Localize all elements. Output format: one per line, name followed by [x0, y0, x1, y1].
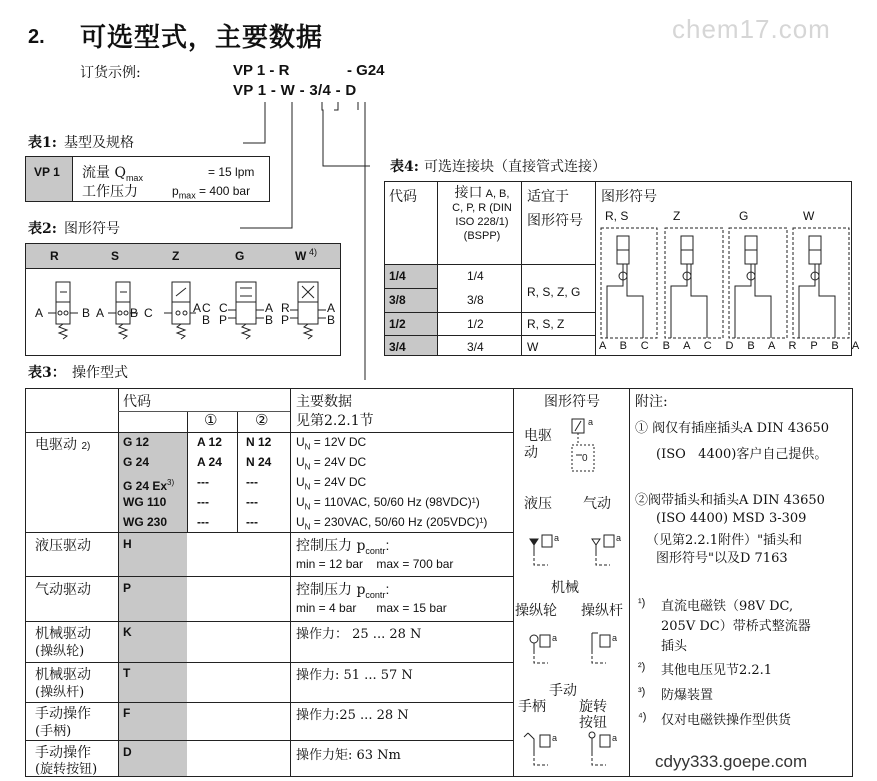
footnote1-l2: 205V DC）带桥式整流器	[661, 619, 811, 634]
table4-row3-port: 1/2	[467, 317, 484, 331]
sym-electric-l1: 电驱	[524, 428, 552, 444]
electric-row1-code: G 12	[123, 435, 150, 449]
electric-actuator-icon	[566, 415, 606, 485]
note2-l1: ②阀带插头和插头A DIN 43650	[635, 493, 825, 508]
valve-s-port-c: C	[144, 306, 153, 320]
footnote1-l1: 直流电磁铁（98V DC,	[661, 599, 794, 614]
order-example-label: 订货示例:	[80, 65, 141, 81]
mech-wheel-label-l1: 机械驱动	[35, 626, 91, 642]
manual-knob-data: 操作力矩: 63 Nm	[296, 748, 401, 763]
hydraulic-data-l2: min = 12 bar max = 700 bar	[296, 557, 454, 571]
electric-row1-c1: A 12	[197, 435, 222, 449]
table2-col-g: G	[235, 249, 245, 263]
sym-wheel: 操纵轮	[515, 603, 557, 619]
table1-flow-label: 流量 Q	[82, 165, 126, 181]
valve-s-port-b: B	[130, 306, 139, 320]
mech-lever-label-l1: 机械驱动	[35, 667, 91, 683]
order-example-line1-suffix: - G24	[347, 62, 385, 79]
electric-row4-c2: ---	[246, 495, 258, 509]
table4-row3-code: 1/2	[389, 317, 406, 331]
valve-r-port-a: A	[35, 306, 44, 320]
electric-row5-c2: ---	[246, 515, 258, 529]
order-example-line2: VP 1 - W - 3/4 - D	[233, 82, 357, 99]
electric-row4-code: WG 110	[123, 495, 167, 509]
section-title: 可选型式，主要数据	[80, 23, 324, 53]
valve-z-port-c: C	[202, 301, 211, 315]
electric-row3-c2: ---	[246, 475, 258, 489]
footnote4-mark: ⁴)	[638, 711, 647, 723]
mech-wheel-label-l2: (操纵轮)	[35, 644, 85, 659]
manual-handle-label-l1: 手动操作	[35, 706, 91, 722]
table4-sym-col-z: Z	[673, 209, 681, 223]
table1-pressure-value: = 400 bar	[199, 184, 251, 198]
footnote3-mark: ³)	[638, 686, 646, 698]
electric-row4-data: = 110VAC, 50/60 Hz (98VDC)¹)	[313, 495, 480, 509]
svg-text:a: a	[552, 733, 558, 743]
table4-label: 表4:	[390, 159, 419, 175]
table3-label: 表3：	[28, 365, 66, 381]
table4-bottom-ports: A B C B A C D B A R P B A	[599, 340, 865, 352]
electric-u-sub: N	[304, 442, 311, 452]
table1-pressure-sub: max	[178, 190, 196, 201]
valve-z-port-b: B	[202, 313, 211, 327]
pneumatic-data-colon: :	[385, 581, 390, 597]
note2-l4: 图形符号"以及D 7163	[656, 551, 788, 566]
electric-u-2: U	[296, 455, 305, 469]
mech-wheel-code: K	[123, 625, 132, 639]
table3-header-notes: 附注:	[635, 394, 668, 410]
pneumatic-label: 气动驱动	[35, 582, 91, 598]
footnote3: 防爆装置	[661, 688, 714, 703]
electric-row3-code: G 24 Ex	[123, 479, 168, 493]
hydraulic-code: H	[123, 537, 132, 551]
hydraulic-data-colon: :	[385, 537, 390, 553]
table4-header-suitable-l1: 适宜于	[527, 189, 569, 205]
footnote1-mark: ¹)	[638, 597, 646, 609]
mechanical-actuator-icon	[520, 629, 630, 673]
table2-col-s: S	[111, 249, 120, 263]
sym-electric-l2: 动	[524, 445, 538, 461]
order-example-line1: VP 1 - R	[233, 62, 290, 79]
manual-knob-label-l2: (旋转按钮)	[35, 762, 98, 777]
sym-lever: 操纵杆	[581, 603, 623, 619]
table1-flow-value: = 15 lpm	[208, 165, 255, 179]
footnote4: 仅对电磁铁操作型供货	[661, 713, 792, 728]
mech-lever-code: T	[123, 666, 131, 680]
manual-handle-label-l2: (手柄)	[35, 724, 72, 739]
footnote2: 其他电压见节2.2.1	[661, 663, 773, 678]
table1-pressure-p: p	[172, 184, 179, 198]
valve-g-port-a: A	[265, 301, 274, 315]
table2	[25, 243, 341, 356]
table4-row1-port: 1/4	[467, 269, 484, 283]
table4-row1-suitable: R, S, Z, G	[527, 285, 581, 299]
svg-text:a: a	[588, 417, 594, 427]
sym-knob-l1: 旋转	[579, 699, 607, 715]
valve-g-port-p: P	[219, 313, 228, 327]
table3-circle1: ①	[204, 412, 218, 429]
table4-header-ports-l4: (BSPP)	[463, 230, 501, 242]
table4-row2-port: 3/8	[467, 293, 484, 307]
table4-row1-code: 1/4	[389, 269, 406, 283]
sym-pneumatic: 气动	[583, 496, 611, 512]
valve-w-port-b: B	[327, 313, 336, 327]
sym-knob-l2: 按钮	[579, 715, 607, 731]
table2-col-r: R	[50, 249, 59, 263]
table4-sym-col-g: G	[739, 209, 749, 223]
table2-w-note: 4)	[309, 247, 318, 257]
footnote2-mark: ²)	[638, 661, 646, 673]
table3	[25, 388, 853, 777]
electric-u-sub-2: N	[304, 462, 311, 472]
valve-w-port-a: A	[327, 301, 336, 315]
electric-row2-c1: A 24	[197, 455, 222, 469]
table3-header-main-l1: 主要数据	[296, 394, 352, 410]
mech-lever-data: 操作力: 51 ... 57 N	[296, 668, 413, 683]
table4	[384, 181, 865, 356]
section-number: 2.	[28, 26, 45, 48]
table1	[25, 156, 270, 202]
valve-w-port-p: P	[281, 313, 290, 327]
electric-note: 2)	[81, 441, 91, 452]
note2-l2: (ISO 4400) MSD 3-309	[656, 511, 807, 526]
table3-header-main-l2: 见第2.2.1节	[296, 413, 374, 429]
svg-text:a: a	[612, 733, 618, 743]
footnote1-l3: 插头	[661, 639, 688, 654]
note1-l1: ① 阀仅有插座插头A DIN 43650	[635, 421, 830, 436]
svg-text:a: a	[552, 633, 558, 643]
electric-row3-data: = 24V DC	[313, 475, 367, 489]
valve-r-port-b: B	[82, 306, 91, 320]
electric-label: 电驱动	[35, 437, 77, 453]
table2-col-w: W	[295, 249, 307, 263]
valve-g-port-c: C	[219, 301, 228, 315]
table1-flow-sub: max	[125, 172, 143, 183]
table1-pressure-label: 工作压力	[82, 184, 138, 200]
electric-row3-sup: 3)	[167, 478, 175, 487]
table3-header-symbol: 图形符号	[544, 394, 600, 410]
pneumatic-data-sub: contr	[365, 589, 386, 600]
table4-sym-col-w: W	[803, 209, 815, 223]
table4-row2-code: 3/8	[389, 293, 406, 307]
manual-knob-label-l1: 手动操作	[35, 745, 91, 761]
table4-header-suitable-l2: 图形符号	[527, 213, 583, 229]
electric-row5-code: WG 230	[123, 515, 168, 529]
electric-row2-c2: N 24	[246, 455, 272, 469]
electric-row4-c1: ---	[197, 495, 209, 509]
sym-handle: 手柄	[518, 699, 546, 715]
watermark-top: chem17.com	[672, 14, 831, 44]
pneumatic-code: P	[123, 581, 132, 595]
table2-label: 表2:	[28, 221, 57, 237]
table4-row4-code: 3/4	[389, 340, 406, 354]
sym-hydraulic: 液压	[524, 496, 552, 512]
valve-w-port-r: R	[281, 301, 290, 315]
table1-caption: 基型及规格	[64, 135, 134, 151]
electric-u-4: U	[296, 495, 305, 509]
electric-u-3: U	[296, 475, 305, 489]
table3-caption: 操作型式	[72, 365, 128, 381]
table4-row3-suitable: R, S, Z	[527, 317, 565, 331]
electric-row2-code: G 24	[123, 455, 150, 469]
electric-row5-c1: ---	[197, 515, 209, 529]
electric-u-sub-5: N	[304, 522, 311, 532]
electric-u-sub-3: N	[304, 482, 311, 492]
valve-z-port-a: A	[193, 301, 202, 315]
watermark-bottom: cdyy333.goepe.com	[655, 752, 808, 771]
table4-header-ports-l3: ISO 228/1)	[455, 216, 509, 228]
table4-header-code: 代码	[389, 189, 417, 205]
pneumatic-data-l2: min = 4 bar max = 15 bar	[296, 601, 447, 615]
note2-l3: （见第2.2.1附件）"插头和	[646, 533, 803, 548]
table4-sym-col-rs: R, S	[605, 209, 629, 223]
table4-header-ports-l2: C, P, R (DIN	[452, 202, 512, 214]
table4-header-symbol: 图形符号	[601, 189, 657, 205]
table4-header-ports-l1: A, B,	[485, 188, 510, 200]
electric-u-5: U	[296, 515, 305, 529]
hydraulic-data-sub: contr	[365, 545, 386, 556]
table3-circle2: ②	[255, 412, 269, 429]
svg-text:a: a	[616, 533, 622, 543]
connection-block-symbols	[597, 226, 851, 341]
electric-u: U	[296, 435, 305, 449]
valve-g-port-b: B	[265, 313, 274, 327]
table4-caption: 可选连接块（直接管式连接）	[424, 159, 606, 175]
hydraulic-data-l1: 控制压力 p	[296, 538, 366, 554]
sym-manual: 手动	[549, 683, 577, 699]
electric-row1-c2: N 12	[246, 435, 272, 449]
electric-row2-data: = 24V DC	[313, 455, 367, 469]
table4-header-ports-cn: 接口	[454, 185, 483, 201]
svg-text:a: a	[554, 533, 560, 543]
pneumatic-data-l1: 控制压力 p	[296, 582, 366, 598]
hydraulic-actuator-icon	[520, 529, 630, 573]
electric-u-sub-4: N	[304, 502, 311, 512]
mech-lever-label-l2: (操纵杆)	[35, 685, 85, 700]
table4-row4-suitable: W	[527, 340, 539, 354]
manual-actuator-icon	[520, 729, 630, 775]
electric-row3-c1: ---	[197, 475, 209, 489]
electric-row5-data: = 230VAC, 50/60 Hz (205VDC)¹)	[313, 515, 488, 529]
valve-s-port-a: A	[96, 306, 105, 320]
note1-l2: (ISO 4400)客户自己提供。	[656, 447, 828, 462]
mech-wheel-data: 操作力： 25 ... 28 N	[296, 627, 422, 642]
table4-row4-port: 3/4	[467, 340, 484, 354]
table1-label: 表1:	[28, 135, 57, 151]
sym-mech-l1: 机械	[551, 580, 579, 596]
svg-text:a: a	[612, 633, 618, 643]
electric-row1-data: = 12V DC	[313, 435, 367, 449]
manual-knob-code: D	[123, 745, 132, 759]
manual-handle-data: 操作力:25 ... 28 N	[296, 708, 409, 723]
table2-col-z: Z	[172, 249, 180, 263]
svg-text:0: 0	[582, 453, 588, 464]
hydraulic-label: 液压驱动	[35, 538, 91, 554]
table1-code: VP 1	[34, 165, 60, 179]
table3-header-code: 代码	[123, 394, 151, 410]
table2-caption: 图形符号	[64, 221, 120, 237]
manual-handle-code: F	[123, 706, 131, 720]
